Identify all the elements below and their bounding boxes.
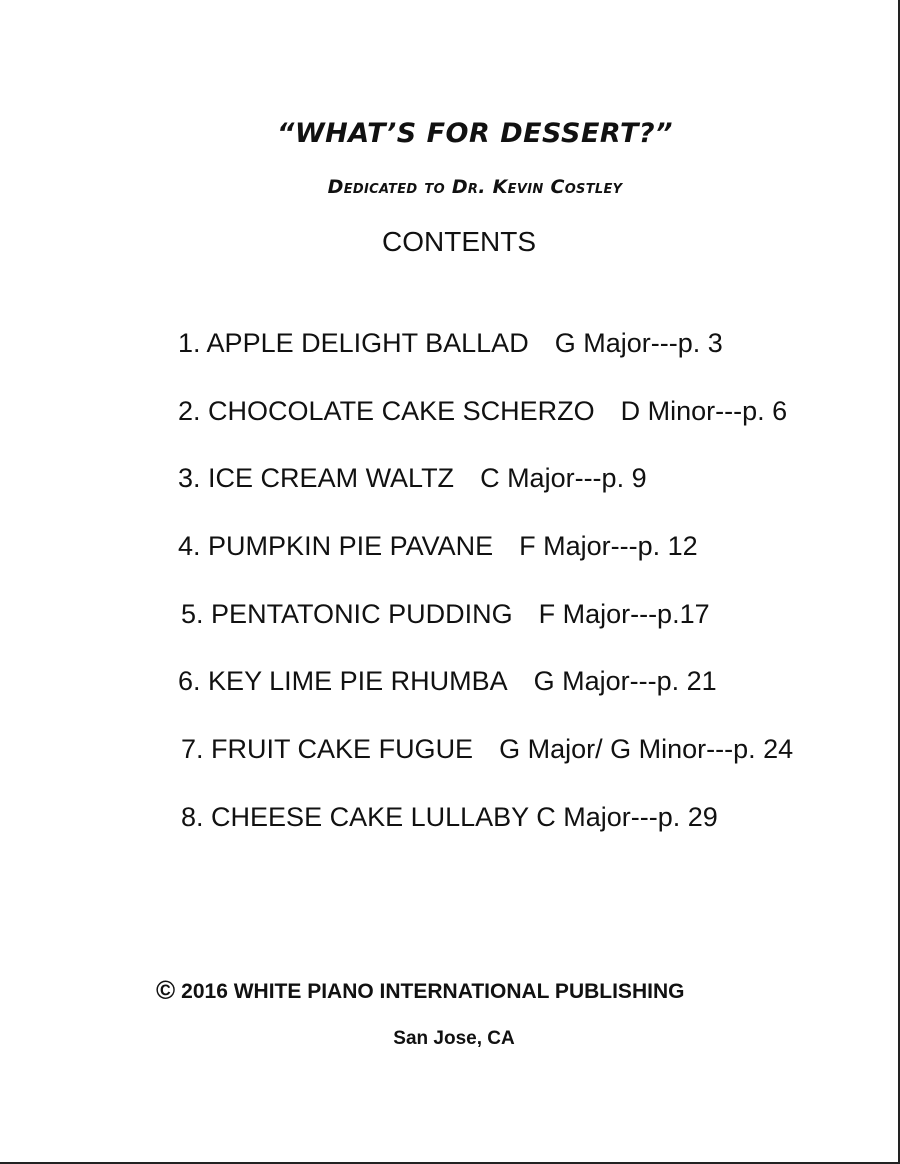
contents-heading: CONTENTS — [382, 226, 536, 257]
toc-entry-number: 3. — [178, 463, 201, 494]
toc-entry-title: APPLE DELIGHT BALLAD — [206, 328, 529, 358]
copyright-notice — [156, 974, 684, 1005]
toc-entry-title: FRUIT CAKE FUGUE — [211, 734, 474, 765]
toc-entry — [178, 664, 793, 732]
page-title: “WHAT’S FOR DESSERT?” — [277, 118, 673, 149]
toc-entry — [178, 394, 793, 462]
dedication-line: Dedicated to Dr. Kevin Costley — [327, 176, 623, 198]
toc-entry-title: PUMPKIN PIE PAVANE — [208, 531, 494, 562]
toc-entry-key-page: G Major---p. 3 — [554, 328, 723, 358]
toc-entry — [178, 529, 793, 597]
toc-entry-key-page: G Major---p. 21 — [533, 666, 717, 697]
toc-entry-title: KEY LIME PIE RHUMBA — [208, 666, 508, 697]
toc-entry-number: 2. — [178, 395, 201, 426]
toc-entry-key-page: F Major---p.17 — [538, 598, 710, 629]
toc-entry — [178, 461, 793, 529]
toc-entry-key-page: G Major/ G Minor---p. 24 — [499, 734, 794, 765]
toc-entry-number: 5. — [181, 598, 204, 629]
toc-entry-key-page: D Minor---p. 6 — [620, 395, 788, 426]
toc-entry-title: CHEESE CAKE LULLABY — [211, 801, 529, 832]
toc-entry — [178, 732, 793, 800]
toc-entry-title: ICE CREAM WALTZ — [208, 463, 455, 494]
publisher-location: San Jose, CA — [393, 1028, 515, 1049]
toc-entry-number: 6. — [178, 666, 201, 697]
toc-entry-number: 4. — [178, 531, 201, 562]
toc-entry — [178, 800, 793, 868]
toc-entry-key-page: C Major---p. 9 — [480, 463, 647, 494]
toc-entry-key-page: F Major---p. 12 — [519, 531, 698, 562]
toc-entry-number: 7. — [181, 734, 204, 765]
toc-entry-number: 8. — [181, 801, 204, 832]
toc-entry-title: PENTATONIC PUDDING — [211, 598, 513, 629]
table-of-contents — [178, 326, 793, 868]
copyright-text: 2016 WHITE PIANO INTERNATIONAL PUBLISHING — [181, 980, 685, 1003]
toc-entry-key-page: C Major---p. 29 — [536, 801, 718, 832]
toc-entry-number: 1. — [178, 328, 201, 358]
copyright-icon: © — [156, 975, 176, 1005]
toc-entry — [178, 326, 793, 394]
toc-entry-title: CHOCOLATE CAKE SCHERZO — [208, 395, 595, 426]
toc-entry — [178, 597, 793, 665]
